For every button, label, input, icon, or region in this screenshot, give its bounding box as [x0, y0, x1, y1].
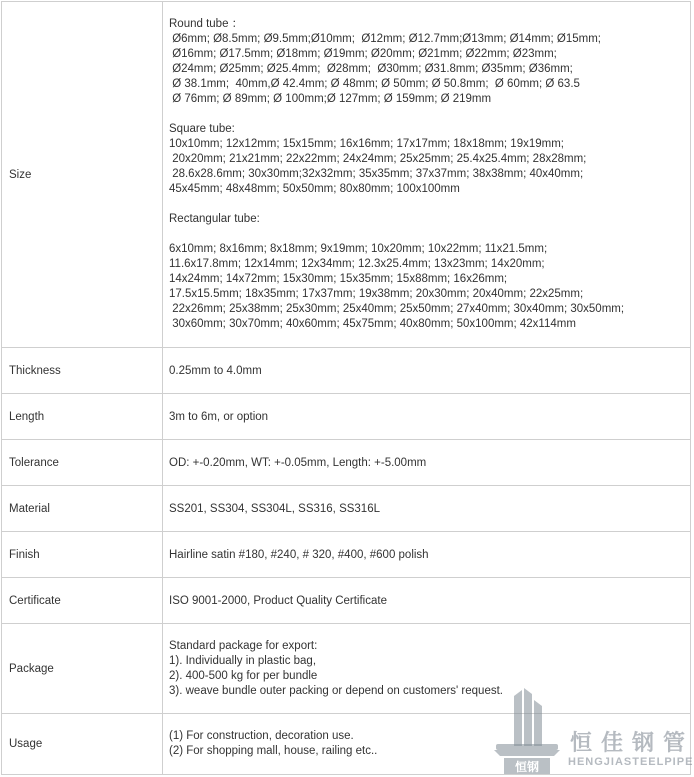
tolerance-row	[2, 440, 691, 486]
rect-tube-line: 11.6x17.8mm; 12x14mm; 12x34mm; 12.3x25.4mm; 13x23mm; 14x20mm;	[169, 258, 545, 270]
spacer	[169, 227, 690, 242]
package-line: 3). weave bundle outer packing or depend on customers' request.	[169, 684, 503, 697]
company-watermark	[488, 686, 694, 777]
logo-chars: 恒钢	[514, 760, 540, 774]
rect-tube-group	[169, 212, 690, 332]
material-row	[2, 486, 691, 532]
spacer	[169, 107, 690, 122]
package-label: Package	[2, 624, 163, 714]
finish-row	[2, 532, 691, 578]
material-value: SS201, SS304, SS304L, SS316, SS316L	[163, 486, 691, 532]
watermark-chinese: 恒佳钢管	[570, 731, 694, 756]
package-line: Standard package for export:	[169, 639, 318, 652]
package-line: 1). Individually in plastic bag,	[169, 654, 317, 667]
usage-line: (1) For construction, decoration use.	[169, 730, 354, 742]
thickness-row	[2, 348, 691, 394]
certificate-value: ISO 9001-2000, Product Quality Certificate	[163, 578, 691, 624]
square-tube-line: 20x20mm; 21x21mm; 22x22mm; 24x24mm; 25x25mm; 25.4x25.4mm; 28x28mm;	[169, 153, 587, 165]
tolerance-value: OD: +-0.20mm, WT: +-0.05mm, Length: +-5.00mm	[163, 440, 691, 486]
round-tube-group	[169, 17, 690, 107]
material-label: Material	[2, 486, 163, 532]
rect-tube-line: 14x24mm; 14x72mm; 15x30mm; 15x35mm; 15x88mm; 16x26mm;	[169, 273, 508, 285]
building-logo-icon	[488, 686, 568, 777]
package-line: 2). 400-500 kg for per bundle	[169, 669, 318, 682]
length-row	[2, 394, 691, 440]
round-tube-title: Round tube ：	[169, 18, 244, 30]
round-tube-line: Ø 38.1mm; 40mm,Ø 42.4mm; Ø 48mm; Ø 50mm; Ø 50.8mm; Ø 60mm; Ø 63.5	[169, 78, 580, 90]
size-row	[2, 2, 691, 348]
round-tube-line: Ø 76mm; Ø 89mm; Ø 100mm;Ø 127mm; Ø 159mm; Ø 219mm	[169, 93, 492, 105]
rect-tube-line: 17.5x15.5mm; 18x35mm; 17x37mm; 19x38mm; 20x30mm; 20x40mm; 22x25mm;	[169, 288, 584, 300]
thickness-value: 0.25mm to 4.0mm	[163, 348, 691, 394]
length-label: Length	[2, 394, 163, 440]
tolerance-label: Tolerance	[2, 440, 163, 486]
size-label: Size	[2, 2, 163, 348]
thickness-label: Thickness	[2, 348, 163, 394]
finish-value: Hairline satin #180, #240, # 320, #400, #600 polish	[163, 532, 691, 578]
finish-label: Finish	[2, 532, 163, 578]
square-tube-line: 45x45mm; 48x48mm; 50x50mm; 80x80mm; 100x100mm	[169, 183, 460, 195]
round-tube-line: Ø24mm; Ø25mm; Ø25.4mm; Ø28mm; Ø30mm; Ø31.8mm; Ø35mm; Ø36mm;	[169, 63, 573, 75]
usage-line: (2) For shopping mall, house, railing etc..	[169, 745, 378, 757]
usage-label: Usage	[2, 714, 163, 775]
rect-tube-line: 30x60mm; 30x70mm; 40x60mm; 45x75mm; 40x80mm; 50x100mm; 42x114mm	[169, 318, 576, 330]
rect-tube-line: 6x10mm; 8x16mm; 8x18mm; 9x19mm; 10x20mm; 10x22mm; 11x21.5mm;	[169, 243, 548, 255]
square-tube-title: Square tube:	[169, 123, 235, 135]
square-tube-line: 28.6x28.6mm; 30x30mm;32x32mm; 35x35mm; 37x37mm; 38x38mm; 40x40mm;	[169, 168, 584, 180]
size-value	[163, 2, 691, 348]
watermark-english: HENGJIASTEELPIPE	[568, 756, 694, 768]
spec-table	[1, 1, 694, 775]
rect-tube-title: Rectangular tube:	[169, 213, 260, 225]
certificate-label: Certificate	[2, 578, 163, 624]
square-tube-line: 10x10mm; 12x12mm; 15x15mm; 16x16mm; 17x17mm; 18x18mm; 19x19mm;	[169, 138, 564, 150]
rect-tube-line: 22x26mm; 25x38mm; 25x30mm; 25x40mm; 25x50mm; 27x40mm; 30x40mm; 30x50mm;	[169, 303, 625, 315]
round-tube-line: Ø16mm; Ø17.5mm; Ø18mm; Ø19mm; Ø20mm; Ø21mm; Ø22mm; Ø23mm;	[169, 48, 557, 60]
length-value: 3m to 6m, or option	[163, 394, 691, 440]
square-tube-group	[169, 122, 690, 197]
certificate-row	[2, 578, 691, 624]
round-tube-line: Ø6mm; Ø8.5mm; Ø9.5mm;Ø10mm; Ø12mm; Ø12.7mm;Ø13mm; Ø14mm; Ø15mm;	[169, 33, 601, 45]
spacer	[169, 197, 690, 212]
